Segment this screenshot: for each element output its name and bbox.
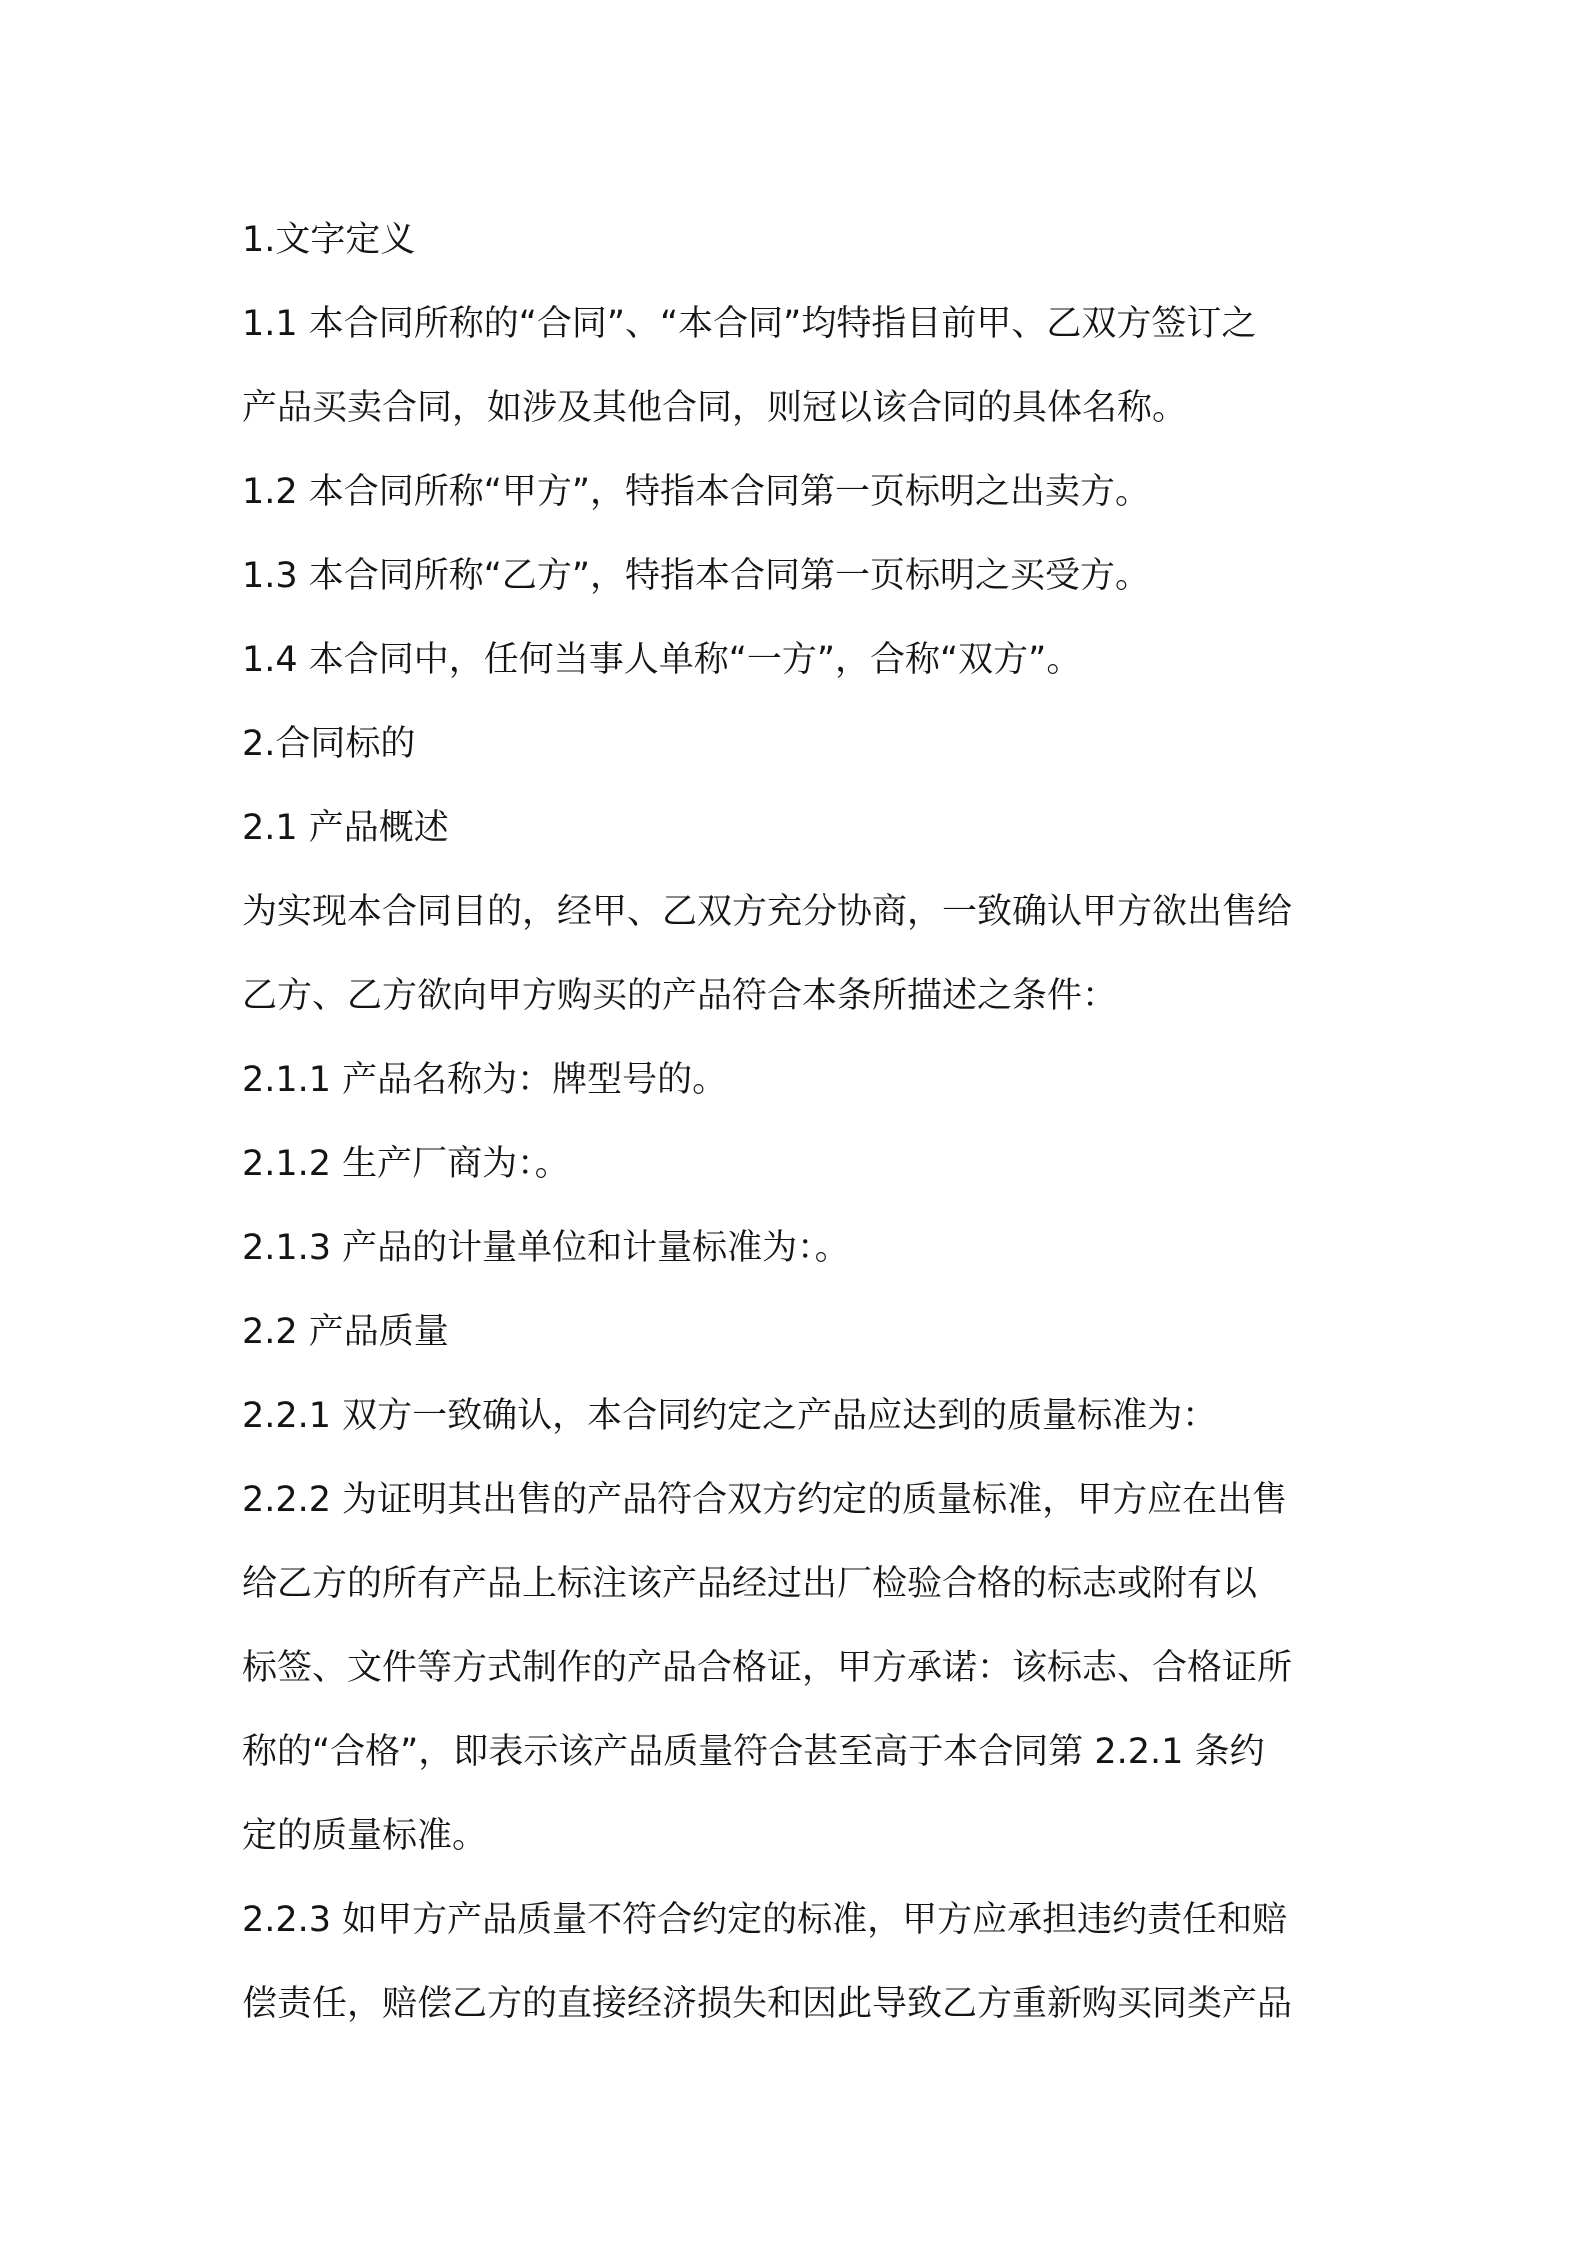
clause-1-3: 1.3 本合同所称“乙方”，特指本合同第一页标明之买受方。 [242,556,1151,596]
clause-2-1-3: 2.1.3 产品的计量单位和计量标准为：。 [242,1228,850,1268]
clause-1-2: 1.2 本合同所称“甲方”，特指本合同第一页标明之出卖方。 [242,472,1151,512]
subsection-heading-2-2: 2.2 产品质量 [242,1312,449,1352]
section-heading-1: 1.文字定义 [242,220,416,260]
clause-2-2-2-line-4: 称的“合格”，即表示该产品质量符合甚至高于本合同第 2.2.1 条约 [242,1732,1265,1772]
paragraph-2-1-line-2: 乙方、乙方欲向甲方购买的产品符合本条所描述之条件： [242,976,1118,1016]
clause-1-4: 1.4 本合同中，任何当事人单称“一方”，合称“双方”。 [242,640,1082,680]
subsection-heading-2-1: 2.1 产品概述 [242,808,449,848]
clause-2-2-2-line-3: 标签、文件等方式制作的产品合格证，甲方承诺：该标志、合格证所 [242,1648,1293,1688]
clause-2-2-3-line-1: 2.2.3 如甲方产品质量不符合约定的标准，甲方应承担违约责任和赔 [242,1900,1288,1940]
paragraph-2-1-line-1: 为实现本合同目的，经甲、乙双方充分协商，一致确认甲方欲出售给 [242,892,1293,932]
clause-2-2-2-line-1: 2.2.2 为证明其出售的产品符合双方约定的质量标准，甲方应在出售 [242,1480,1288,1520]
clause-2-1-1: 2.1.1 产品名称为：牌型号的。 [242,1060,728,1100]
clause-2-2-2-line-2: 给乙方的所有产品上标注该产品经过出厂检验合格的标志或附有以 [242,1564,1258,1604]
section-heading-2: 2.合同标的 [242,724,416,764]
clause-2-2-2-line-5: 定的质量标准。 [242,1816,488,1856]
clause-2-2-3-line-2: 偿责任，赔偿乙方的直接经济损失和因此导致乙方重新购买同类产品 [242,1984,1293,2024]
clause-2-2-1: 2.2.1 双方一致确认，本合同约定之产品应达到的质量标准为： [242,1396,1218,1436]
clause-2-1-2: 2.1.2 生产厂商为：。 [242,1144,570,1184]
clause-1-1-line-1: 1.1 本合同所称的“合同”、“本合同”均特指目前甲、乙双方签订之 [242,304,1257,344]
contract-text [242,198,1360,2046]
clause-1-1-line-2: 产品买卖合同，如涉及其他合同，则冠以该合同的具体名称。 [242,388,1188,428]
